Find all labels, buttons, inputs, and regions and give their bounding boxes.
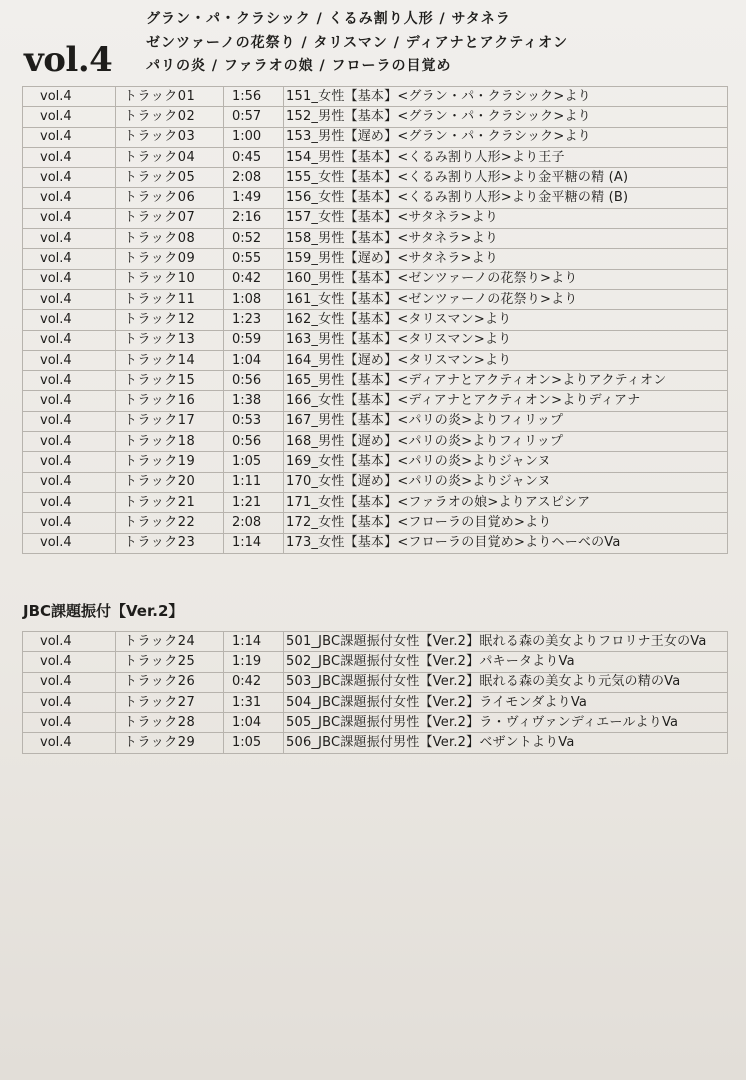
track-row xyxy=(23,513,728,533)
track-row xyxy=(23,107,728,127)
track-row xyxy=(23,652,728,672)
track-number: トラック04 xyxy=(116,147,224,167)
track-title: 165_男性【基本】<ディアナとアクティオン>よりアクティオン xyxy=(284,371,728,391)
track-duration: 0:42 xyxy=(224,269,284,289)
jbc-track-table xyxy=(22,631,728,754)
track-volume: vol.4 xyxy=(23,188,116,208)
track-volume: vol.4 xyxy=(23,168,116,188)
program-list xyxy=(146,8,568,79)
track-volume: vol.4 xyxy=(23,249,116,269)
track-row xyxy=(23,147,728,167)
track-number: トラック01 xyxy=(116,87,224,107)
track-number: トラック19 xyxy=(116,452,224,472)
program-line: パリの炎 / ファラオの娘 / フローラの目覚め xyxy=(146,58,452,74)
track-number: トラック13 xyxy=(116,330,224,350)
track-row xyxy=(23,330,728,350)
jbc-section-heading: JBC課題振付【Ver.2】 xyxy=(23,602,184,620)
track-duration: 0:57 xyxy=(224,107,284,127)
track-number: トラック22 xyxy=(116,513,224,533)
track-duration: 1:14 xyxy=(224,533,284,553)
track-duration: 2:16 xyxy=(224,208,284,228)
track-number: トラック10 xyxy=(116,269,224,289)
track-volume: vol.4 xyxy=(23,492,116,512)
track-number: トラック05 xyxy=(116,168,224,188)
track-duration: 1:04 xyxy=(224,350,284,370)
track-row xyxy=(23,229,728,249)
track-volume: vol.4 xyxy=(23,269,116,289)
track-row xyxy=(23,472,728,492)
track-volume: vol.4 xyxy=(23,229,116,249)
track-title: 168_男性【遅め】<パリの炎>よりフィリップ xyxy=(284,432,728,452)
track-title: 169_女性【基本】<パリの炎>よりジャンヌ xyxy=(284,452,728,472)
track-duration: 1:00 xyxy=(224,127,284,147)
track-title: 172_女性【基本】<フローラの目覚め>より xyxy=(284,513,728,533)
track-number: トラック20 xyxy=(116,472,224,492)
track-duration: 1:05 xyxy=(224,452,284,472)
track-number: トラック28 xyxy=(116,713,224,733)
track-row xyxy=(23,411,728,431)
track-row xyxy=(23,371,728,391)
track-duration: 1:08 xyxy=(224,289,284,309)
track-duration: 1:11 xyxy=(224,472,284,492)
track-title: 170_女性【遅め】<パリの炎>よりジャンヌ xyxy=(284,472,728,492)
track-row xyxy=(23,168,728,188)
track-row xyxy=(23,269,728,289)
track-duration: 1:05 xyxy=(224,733,284,753)
track-title: 505_JBC課題振付男性【Ver.2】ラ・ヴィヴァンディエールよりVa xyxy=(284,713,728,733)
track-title: 157_女性【基本】<サタネラ>より xyxy=(284,208,728,228)
track-volume: vol.4 xyxy=(23,107,116,127)
track-volume: vol.4 xyxy=(23,672,116,692)
jbc-track-table-body xyxy=(23,632,728,754)
track-number: トラック11 xyxy=(116,289,224,309)
track-title: 166_女性【基本】<ディアナとアクティオン>よりディアナ xyxy=(284,391,728,411)
track-title: 158_男性【基本】<サタネラ>より xyxy=(284,229,728,249)
track-title: 153_男性【遅め】<グラン・パ・クラシック>より xyxy=(284,127,728,147)
track-title: 159_男性【遅め】<サタネラ>より xyxy=(284,249,728,269)
track-table-body xyxy=(23,87,728,554)
track-row xyxy=(23,692,728,712)
track-number: トラック12 xyxy=(116,310,224,330)
track-title: 161_女性【基本】<ゼンツァーノの花祭り>より xyxy=(284,289,728,309)
track-duration: 0:56 xyxy=(224,432,284,452)
track-row xyxy=(23,492,728,512)
track-volume: vol.4 xyxy=(23,733,116,753)
track-row xyxy=(23,208,728,228)
track-row xyxy=(23,672,728,692)
track-volume: vol.4 xyxy=(23,350,116,370)
page-header xyxy=(0,0,746,84)
track-duration: 0:53 xyxy=(224,411,284,431)
track-volume: vol.4 xyxy=(23,330,116,350)
track-volume: vol.4 xyxy=(23,632,116,652)
track-title: 167_男性【基本】<パリの炎>よりフィリップ xyxy=(284,411,728,431)
track-row xyxy=(23,127,728,147)
track-row xyxy=(23,310,728,330)
track-title: 152_男性【基本】<グラン・パ・クラシック>より xyxy=(284,107,728,127)
track-volume: vol.4 xyxy=(23,391,116,411)
track-row xyxy=(23,713,728,733)
track-duration: 1:49 xyxy=(224,188,284,208)
track-volume: vol.4 xyxy=(23,310,116,330)
track-number: トラック25 xyxy=(116,652,224,672)
track-volume: vol.4 xyxy=(23,472,116,492)
track-row xyxy=(23,391,728,411)
track-volume: vol.4 xyxy=(23,208,116,228)
track-row xyxy=(23,432,728,452)
track-duration: 1:38 xyxy=(224,391,284,411)
track-row xyxy=(23,452,728,472)
track-number: トラック21 xyxy=(116,492,224,512)
track-title: 501_JBC課題振付女性【Ver.2】眠れる森の美女よりフロリナ王女のVa xyxy=(284,632,728,652)
track-duration: 0:52 xyxy=(224,229,284,249)
track-number: トラック17 xyxy=(116,411,224,431)
track-duration: 1:23 xyxy=(224,310,284,330)
track-row xyxy=(23,733,728,753)
track-volume: vol.4 xyxy=(23,452,116,472)
track-duration: 1:14 xyxy=(224,632,284,652)
track-number: トラック08 xyxy=(116,229,224,249)
track-title: 155_女性【基本】<くるみ割り人形>より金平糖の精 (A) xyxy=(284,168,728,188)
track-volume: vol.4 xyxy=(23,147,116,167)
track-number: トラック24 xyxy=(116,632,224,652)
track-title: 163_男性【基本】<タリスマン>より xyxy=(284,330,728,350)
track-number: トラック14 xyxy=(116,350,224,370)
track-volume: vol.4 xyxy=(23,533,116,553)
track-number: トラック09 xyxy=(116,249,224,269)
track-volume: vol.4 xyxy=(23,411,116,431)
track-number: トラック18 xyxy=(116,432,224,452)
track-volume: vol.4 xyxy=(23,371,116,391)
track-title: 156_女性【基本】<くるみ割り人形>より金平糖の精 (B) xyxy=(284,188,728,208)
track-title: 504_JBC課題振付女性【Ver.2】ライモンダよりVa xyxy=(284,692,728,712)
volume-title: vol.4 xyxy=(24,40,113,80)
track-number: トラック23 xyxy=(116,533,224,553)
track-number: トラック27 xyxy=(116,692,224,712)
track-volume: vol.4 xyxy=(23,652,116,672)
track-title: 502_JBC課題振付女性【Ver.2】パキータよりVa xyxy=(284,652,728,672)
program-line: ゼンツァーノの花祭り / タリスマン / ディアナとアクティオン xyxy=(146,34,569,51)
track-row xyxy=(23,533,728,553)
track-table xyxy=(22,86,728,554)
program-line: グラン・パ・クラシック / くるみ割り人形 / サタネラ xyxy=(146,11,511,27)
track-duration: 1:56 xyxy=(224,87,284,107)
track-duration: 0:56 xyxy=(224,371,284,391)
track-duration: 1:19 xyxy=(224,652,284,672)
track-volume: vol.4 xyxy=(23,713,116,733)
track-duration: 2:08 xyxy=(224,513,284,533)
track-title: 164_男性【遅め】<タリスマン>より xyxy=(284,350,728,370)
track-title: 160_男性【基本】<ゼンツァーノの花祭り>より xyxy=(284,269,728,289)
track-number: トラック07 xyxy=(116,208,224,228)
track-row xyxy=(23,350,728,370)
track-title: 154_男性【基本】<くるみ割り人形>より王子 xyxy=(284,147,728,167)
track-title: 503_JBC課題振付女性【Ver.2】眠れる森の美女より元気の精のVa xyxy=(284,672,728,692)
track-duration: 2:08 xyxy=(224,168,284,188)
track-number: トラック06 xyxy=(116,188,224,208)
track-duration: 0:55 xyxy=(224,249,284,269)
track-number: トラック15 xyxy=(116,371,224,391)
track-number: トラック02 xyxy=(116,107,224,127)
track-number: トラック29 xyxy=(116,733,224,753)
track-volume: vol.4 xyxy=(23,692,116,712)
track-duration: 1:04 xyxy=(224,713,284,733)
track-volume: vol.4 xyxy=(23,289,116,309)
track-title: 506_JBC課題振付男性【Ver.2】ベザントよりVa xyxy=(284,733,728,753)
track-row xyxy=(23,87,728,107)
track-volume: vol.4 xyxy=(23,432,116,452)
track-duration: 0:42 xyxy=(224,672,284,692)
track-volume: vol.4 xyxy=(23,87,116,107)
track-row xyxy=(23,289,728,309)
track-volume: vol.4 xyxy=(23,127,116,147)
track-row xyxy=(23,188,728,208)
track-title: 173_女性【基本】<フローラの目覚め>よりヘーベのVa xyxy=(284,533,728,553)
track-row xyxy=(23,632,728,652)
track-number: トラック26 xyxy=(116,672,224,692)
track-duration: 0:59 xyxy=(224,330,284,350)
track-number: トラック03 xyxy=(116,127,224,147)
track-title: 151_女性【基本】<グラン・パ・クラシック>より xyxy=(284,87,728,107)
track-row xyxy=(23,249,728,269)
track-volume: vol.4 xyxy=(23,513,116,533)
track-duration: 1:31 xyxy=(224,692,284,712)
track-title: 162_女性【基本】<タリスマン>より xyxy=(284,310,728,330)
track-duration: 1:21 xyxy=(224,492,284,512)
track-number: トラック16 xyxy=(116,391,224,411)
track-title: 171_女性【基本】<ファラオの娘>よりアスピシア xyxy=(284,492,728,512)
track-duration: 0:45 xyxy=(224,147,284,167)
